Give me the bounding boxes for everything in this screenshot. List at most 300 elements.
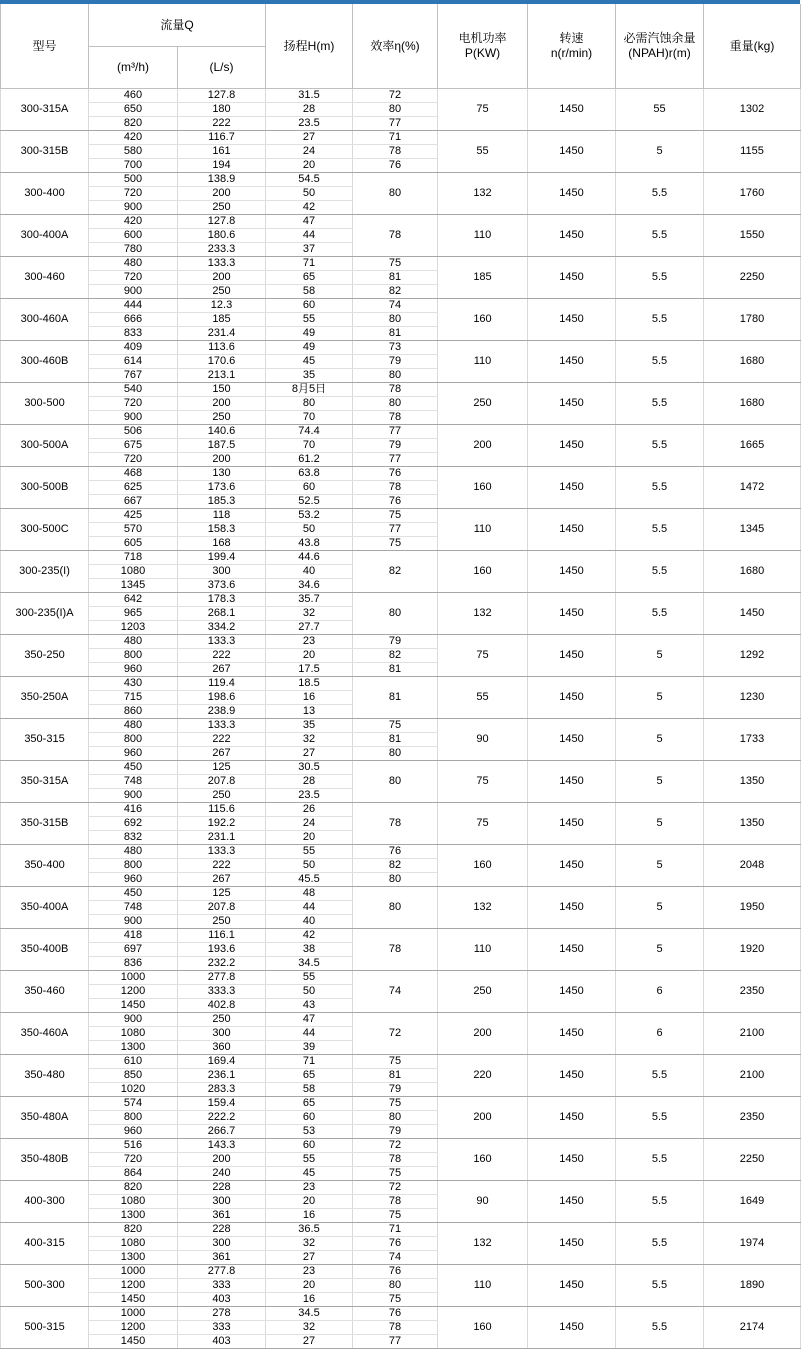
model-cell: 350-250A — [1, 677, 89, 719]
efficiency-cell: 80 — [353, 593, 438, 635]
efficiency-cell: 77 — [353, 523, 438, 537]
flow-m3h-cell: 1200 — [89, 1279, 178, 1293]
flow-ls-cell: 178.3 — [178, 593, 266, 607]
head-cell: 71 — [266, 257, 353, 271]
efficiency-cell: 81 — [353, 733, 438, 747]
flow-m3h-cell: 450 — [89, 761, 178, 775]
spec-row — [1, 341, 801, 355]
head-cell: 27 — [266, 1251, 353, 1265]
weight-cell: 1760 — [704, 173, 801, 215]
efficiency-cell: 73 — [353, 341, 438, 355]
efficiency-cell: 76 — [353, 1307, 438, 1321]
head-cell: 44 — [266, 901, 353, 915]
head-cell: 35 — [266, 369, 353, 383]
power-cell: 132 — [438, 1223, 528, 1265]
flow-ls-cell: 403 — [178, 1335, 266, 1349]
npsh-cell: 5.5 — [616, 1181, 704, 1223]
flow-ls-cell: 133.3 — [178, 257, 266, 271]
flow-m3h-cell: 720 — [89, 1153, 178, 1167]
head-cell: 50 — [266, 859, 353, 873]
speed-cell: 1450 — [528, 383, 616, 425]
head-cell: 42 — [266, 929, 353, 943]
head-cell: 50 — [266, 187, 353, 201]
model-cell: 300-500 — [1, 383, 89, 425]
flow-m3h-cell: 800 — [89, 733, 178, 747]
npsh-cell: 5.5 — [616, 383, 704, 425]
efficiency-cell: 74 — [353, 971, 438, 1013]
flow-m3h-cell: 468 — [89, 467, 178, 481]
flow-m3h-cell: 409 — [89, 341, 178, 355]
head-cell: 60 — [266, 299, 353, 313]
model-cell: 300-400A — [1, 215, 89, 257]
head-cell: 27.7 — [266, 621, 353, 635]
model-cell: 350-315 — [1, 719, 89, 761]
efficiency-cell: 72 — [353, 1181, 438, 1195]
head-cell: 27 — [266, 1335, 353, 1349]
flow-ls-cell: 250 — [178, 1013, 266, 1027]
efficiency-cell: 81 — [353, 271, 438, 285]
flow-m3h-cell: 697 — [89, 943, 178, 957]
flow-m3h-cell: 860 — [89, 705, 178, 719]
efficiency-cell: 75 — [353, 1055, 438, 1069]
head-cell: 26 — [266, 803, 353, 817]
power-cell: 185 — [438, 257, 528, 299]
head-cell: 43 — [266, 999, 353, 1013]
spec-row — [1, 467, 801, 481]
flow-ls-cell: 300 — [178, 1027, 266, 1041]
head-cell: 58 — [266, 285, 353, 299]
head-cell: 52.5 — [266, 495, 353, 509]
flow-m3h-cell: 574 — [89, 1097, 178, 1111]
efficiency-cell: 81 — [353, 677, 438, 719]
power-cell: 200 — [438, 1013, 528, 1055]
weight-cell: 1890 — [704, 1265, 801, 1307]
efficiency-cell: 78 — [353, 1321, 438, 1335]
flow-ls-cell: 266.7 — [178, 1125, 266, 1139]
model-cell: 350-480 — [1, 1055, 89, 1097]
spec-row — [1, 1139, 801, 1153]
npsh-cell: 5.5 — [616, 341, 704, 383]
flow-ls-cell: 180 — [178, 103, 266, 117]
flow-m3h-cell: 900 — [89, 915, 178, 929]
model-cell: 300-460A — [1, 299, 89, 341]
flow-m3h-cell: 767 — [89, 369, 178, 383]
flow-m3h-cell: 1080 — [89, 565, 178, 579]
flow-m3h-cell: 1300 — [89, 1209, 178, 1223]
efficiency-cell: 78 — [353, 215, 438, 257]
col-header-power-line2: P(KW) — [464, 46, 501, 60]
flow-ls-cell: 180.6 — [178, 229, 266, 243]
flow-m3h-cell: 480 — [89, 719, 178, 733]
flow-m3h-cell: 1450 — [89, 1293, 178, 1307]
weight-cell: 2048 — [704, 845, 801, 887]
npsh-cell: 5.5 — [616, 1055, 704, 1097]
efficiency-cell: 77 — [353, 453, 438, 467]
head-cell: 60 — [266, 1111, 353, 1125]
table-body — [1, 89, 801, 1349]
flow-ls-cell: 373.6 — [178, 579, 266, 593]
efficiency-cell: 79 — [353, 355, 438, 369]
efficiency-cell: 71 — [353, 1223, 438, 1237]
flow-m3h-cell: 425 — [89, 509, 178, 523]
power-cell: 200 — [438, 1097, 528, 1139]
flow-ls-cell: 198.6 — [178, 691, 266, 705]
head-cell: 36.5 — [266, 1223, 353, 1237]
npsh-cell: 5.5 — [616, 593, 704, 635]
flow-ls-cell: 194 — [178, 159, 266, 173]
flow-ls-cell: 267 — [178, 747, 266, 761]
npsh-cell: 5 — [616, 845, 704, 887]
spec-row — [1, 131, 801, 145]
model-cell: 350-480B — [1, 1139, 89, 1181]
head-cell: 48 — [266, 887, 353, 901]
flow-m3h-cell: 675 — [89, 439, 178, 453]
model-cell: 300-235(I)A — [1, 593, 89, 635]
flow-m3h-cell: 900 — [89, 411, 178, 425]
head-cell: 28 — [266, 103, 353, 117]
flow-m3h-cell: 666 — [89, 313, 178, 327]
weight-cell: 1230 — [704, 677, 801, 719]
flow-m3h-cell: 720 — [89, 187, 178, 201]
flow-m3h-cell: 720 — [89, 397, 178, 411]
spec-row — [1, 299, 801, 313]
efficiency-cell: 80 — [353, 397, 438, 411]
head-cell: 70 — [266, 439, 353, 453]
weight-cell: 1920 — [704, 929, 801, 971]
npsh-cell: 5 — [616, 929, 704, 971]
speed-cell: 1450 — [528, 803, 616, 845]
npsh-cell: 5.5 — [616, 551, 704, 593]
model-cell: 350-480A — [1, 1097, 89, 1139]
head-cell: 53 — [266, 1125, 353, 1139]
head-cell: 24 — [266, 817, 353, 831]
flow-m3h-cell: 460 — [89, 89, 178, 103]
model-cell: 350-315B — [1, 803, 89, 845]
flow-ls-cell: 250 — [178, 789, 266, 803]
speed-cell: 1450 — [528, 635, 616, 677]
flow-m3h-cell: 692 — [89, 817, 178, 831]
col-header-flow-group: 流量Q — [89, 4, 266, 47]
speed-cell: 1450 — [528, 1223, 616, 1265]
flow-ls-cell: 222 — [178, 859, 266, 873]
spec-row — [1, 425, 801, 439]
head-cell: 45 — [266, 355, 353, 369]
weight-cell: 1780 — [704, 299, 801, 341]
head-cell: 39 — [266, 1041, 353, 1055]
flow-ls-cell: 250 — [178, 915, 266, 929]
flow-m3h-cell: 600 — [89, 229, 178, 243]
efficiency-cell: 79 — [353, 439, 438, 453]
flow-ls-cell: 222 — [178, 733, 266, 747]
spec-row — [1, 257, 801, 271]
npsh-cell: 5.5 — [616, 173, 704, 215]
flow-m3h-cell: 800 — [89, 859, 178, 873]
speed-cell: 1450 — [528, 1013, 616, 1055]
flow-ls-cell: 300 — [178, 565, 266, 579]
efficiency-cell: 75 — [353, 1097, 438, 1111]
flow-m3h-cell: 642 — [89, 593, 178, 607]
speed-cell: 1450 — [528, 929, 616, 971]
npsh-cell: 5 — [616, 131, 704, 173]
spec-row — [1, 929, 801, 943]
head-cell: 43.8 — [266, 537, 353, 551]
flow-ls-cell: 238.9 — [178, 705, 266, 719]
speed-cell: 1450 — [528, 845, 616, 887]
flow-m3h-cell: 720 — [89, 271, 178, 285]
npsh-cell: 5.5 — [616, 257, 704, 299]
spec-row — [1, 551, 801, 565]
flow-ls-cell: 140.6 — [178, 425, 266, 439]
head-cell: 13 — [266, 705, 353, 719]
flow-ls-cell: 127.8 — [178, 215, 266, 229]
weight-cell: 1345 — [704, 509, 801, 551]
speed-cell: 1450 — [528, 341, 616, 383]
efficiency-cell: 82 — [353, 859, 438, 873]
spec-row — [1, 1055, 801, 1069]
speed-cell: 1450 — [528, 509, 616, 551]
col-header-flow-ls: (L/s) — [178, 47, 266, 89]
speed-cell: 1450 — [528, 719, 616, 761]
efficiency-cell: 78 — [353, 383, 438, 397]
efficiency-cell: 81 — [353, 663, 438, 677]
speed-cell: 1450 — [528, 1307, 616, 1349]
head-cell: 65 — [266, 1097, 353, 1111]
npsh-cell: 5.5 — [616, 215, 704, 257]
flow-ls-cell: 250 — [178, 285, 266, 299]
power-cell: 75 — [438, 803, 528, 845]
flow-ls-cell: 228 — [178, 1181, 266, 1195]
model-cell: 350-400 — [1, 845, 89, 887]
head-cell: 32 — [266, 607, 353, 621]
flow-ls-cell: 222.2 — [178, 1111, 266, 1125]
weight-cell: 1649 — [704, 1181, 801, 1223]
flow-m3h-cell: 1000 — [89, 971, 178, 985]
spec-row — [1, 845, 801, 859]
power-cell: 110 — [438, 509, 528, 551]
head-cell: 54.5 — [266, 173, 353, 187]
efficiency-cell: 79 — [353, 1083, 438, 1097]
spec-row — [1, 719, 801, 733]
speed-cell: 1450 — [528, 551, 616, 593]
flow-m3h-cell: 1200 — [89, 1321, 178, 1335]
spec-row — [1, 1013, 801, 1027]
spec-row — [1, 1223, 801, 1237]
model-cell: 400-315 — [1, 1223, 89, 1265]
npsh-cell: 5.5 — [616, 1223, 704, 1265]
flow-ls-cell: 268.1 — [178, 607, 266, 621]
weight-cell: 1680 — [704, 341, 801, 383]
flow-m3h-cell: 800 — [89, 649, 178, 663]
flow-m3h-cell: 614 — [89, 355, 178, 369]
power-cell: 132 — [438, 173, 528, 215]
col-header-weight: 重量(kg) — [704, 4, 801, 89]
flow-m3h-cell: 1203 — [89, 621, 178, 635]
power-cell: 75 — [438, 761, 528, 803]
flow-m3h-cell: 820 — [89, 117, 178, 131]
head-cell: 44 — [266, 229, 353, 243]
flow-ls-cell: 125 — [178, 761, 266, 775]
flow-ls-cell: 193.6 — [178, 943, 266, 957]
flow-ls-cell: 185 — [178, 313, 266, 327]
flow-ls-cell: 116.1 — [178, 929, 266, 943]
speed-cell: 1450 — [528, 1181, 616, 1223]
weight-cell: 1974 — [704, 1223, 801, 1265]
col-header-model: 型号 — [1, 4, 89, 89]
head-cell: 42 — [266, 201, 353, 215]
efficiency-cell: 75 — [353, 257, 438, 271]
power-cell: 90 — [438, 719, 528, 761]
speed-cell: 1450 — [528, 467, 616, 509]
flow-ls-cell: 333 — [178, 1321, 266, 1335]
model-cell: 300-315A — [1, 89, 89, 131]
power-cell: 55 — [438, 131, 528, 173]
spec-row — [1, 1181, 801, 1195]
npsh-cell: 5.5 — [616, 425, 704, 467]
efficiency-cell: 78 — [353, 411, 438, 425]
head-cell: 23 — [266, 1265, 353, 1279]
head-cell: 18.5 — [266, 677, 353, 691]
spec-row — [1, 1265, 801, 1279]
flow-m3h-cell: 540 — [89, 383, 178, 397]
flow-ls-cell: 200 — [178, 187, 266, 201]
flow-ls-cell: 150 — [178, 383, 266, 397]
efficiency-cell: 72 — [353, 1139, 438, 1153]
efficiency-cell: 72 — [353, 89, 438, 103]
power-cell: 220 — [438, 1055, 528, 1097]
flow-ls-cell: 228 — [178, 1223, 266, 1237]
head-cell: 23 — [266, 1181, 353, 1195]
weight-cell: 1450 — [704, 593, 801, 635]
speed-cell: 1450 — [528, 593, 616, 635]
col-header-speed — [528, 4, 616, 89]
flow-m3h-cell: 718 — [89, 551, 178, 565]
weight-cell: 1302 — [704, 89, 801, 131]
head-cell: 80 — [266, 397, 353, 411]
efficiency-cell: 80 — [353, 313, 438, 327]
model-cell: 300-315B — [1, 131, 89, 173]
npsh-cell: 5.5 — [616, 1265, 704, 1307]
efficiency-cell: 82 — [353, 551, 438, 593]
head-cell: 31.5 — [266, 89, 353, 103]
speed-cell: 1450 — [528, 971, 616, 1013]
weight-cell: 1680 — [704, 551, 801, 593]
head-cell: 49 — [266, 327, 353, 341]
weight-cell: 2350 — [704, 1097, 801, 1139]
head-cell: 20 — [266, 159, 353, 173]
head-cell: 24 — [266, 145, 353, 159]
weight-cell: 1665 — [704, 425, 801, 467]
speed-cell: 1450 — [528, 1097, 616, 1139]
flow-m3h-cell: 667 — [89, 495, 178, 509]
power-cell: 90 — [438, 1181, 528, 1223]
head-cell: 34.5 — [266, 957, 353, 971]
power-cell: 160 — [438, 467, 528, 509]
head-cell: 32 — [266, 1321, 353, 1335]
head-cell: 20 — [266, 831, 353, 845]
flow-ls-cell: 222 — [178, 649, 266, 663]
speed-cell: 1450 — [528, 677, 616, 719]
col-header-flow-m3h: (m³/h) — [89, 47, 178, 89]
flow-ls-cell: 143.3 — [178, 1139, 266, 1153]
flow-m3h-cell: 480 — [89, 257, 178, 271]
flow-ls-cell: 333.3 — [178, 985, 266, 999]
efficiency-cell: 82 — [353, 285, 438, 299]
flow-m3h-cell: 832 — [89, 831, 178, 845]
spec-row — [1, 173, 801, 187]
flow-ls-cell: 115.6 — [178, 803, 266, 817]
npsh-cell: 55 — [616, 89, 704, 131]
flow-m3h-cell: 1300 — [89, 1251, 178, 1265]
col-header-npsh-line2: (NPAH)r(m) — [628, 46, 691, 60]
flow-ls-cell: 207.8 — [178, 775, 266, 789]
flow-m3h-cell: 1000 — [89, 1265, 178, 1279]
spec-row — [1, 677, 801, 691]
npsh-cell: 6 — [616, 1013, 704, 1055]
flow-ls-cell: 125 — [178, 887, 266, 901]
flow-ls-cell: 278 — [178, 1307, 266, 1321]
model-cell: 350-400B — [1, 929, 89, 971]
npsh-cell: 5.5 — [616, 1307, 704, 1349]
flow-ls-cell: 300 — [178, 1195, 266, 1209]
flow-m3h-cell: 420 — [89, 215, 178, 229]
npsh-cell: 5 — [616, 803, 704, 845]
head-cell: 20 — [266, 1279, 353, 1293]
speed-cell: 1450 — [528, 1055, 616, 1097]
flow-ls-cell: 199.4 — [178, 551, 266, 565]
efficiency-cell: 76 — [353, 467, 438, 481]
head-cell: 50 — [266, 523, 353, 537]
model-cell: 300-400 — [1, 173, 89, 215]
head-cell: 44.6 — [266, 551, 353, 565]
flow-ls-cell: 187.5 — [178, 439, 266, 453]
weight-cell: 2250 — [704, 1139, 801, 1181]
col-header-power — [438, 4, 528, 89]
flow-m3h-cell: 780 — [89, 243, 178, 257]
flow-ls-cell: 277.8 — [178, 1265, 266, 1279]
flow-ls-cell: 277.8 — [178, 971, 266, 985]
flow-m3h-cell: 965 — [89, 607, 178, 621]
power-cell: 250 — [438, 971, 528, 1013]
flow-ls-cell: 159.4 — [178, 1097, 266, 1111]
weight-cell: 1350 — [704, 761, 801, 803]
flow-ls-cell: 213.1 — [178, 369, 266, 383]
efficiency-cell: 82 — [353, 649, 438, 663]
flow-m3h-cell: 900 — [89, 285, 178, 299]
model-cell: 300-500A — [1, 425, 89, 467]
head-cell: 60 — [266, 1139, 353, 1153]
flow-ls-cell: 334.2 — [178, 621, 266, 635]
power-cell: 110 — [438, 341, 528, 383]
efficiency-cell: 78 — [353, 145, 438, 159]
col-header-npsh-line1: 必需汽蚀余量 — [623, 31, 696, 45]
efficiency-cell: 78 — [353, 1153, 438, 1167]
flow-m3h-cell: 610 — [89, 1055, 178, 1069]
flow-m3h-cell: 420 — [89, 131, 178, 145]
head-cell: 8月5日 — [266, 383, 353, 397]
model-cell: 350-315A — [1, 761, 89, 803]
head-cell: 35 — [266, 719, 353, 733]
flow-ls-cell: 200 — [178, 453, 266, 467]
power-cell: 160 — [438, 845, 528, 887]
head-cell: 34.5 — [266, 1307, 353, 1321]
flow-m3h-cell: 418 — [89, 929, 178, 943]
flow-ls-cell: 360 — [178, 1041, 266, 1055]
flow-ls-cell: 240 — [178, 1167, 266, 1181]
head-cell: 34.6 — [266, 579, 353, 593]
flow-m3h-cell: 1000 — [89, 1307, 178, 1321]
flow-ls-cell: 200 — [178, 271, 266, 285]
efficiency-cell: 81 — [353, 1069, 438, 1083]
